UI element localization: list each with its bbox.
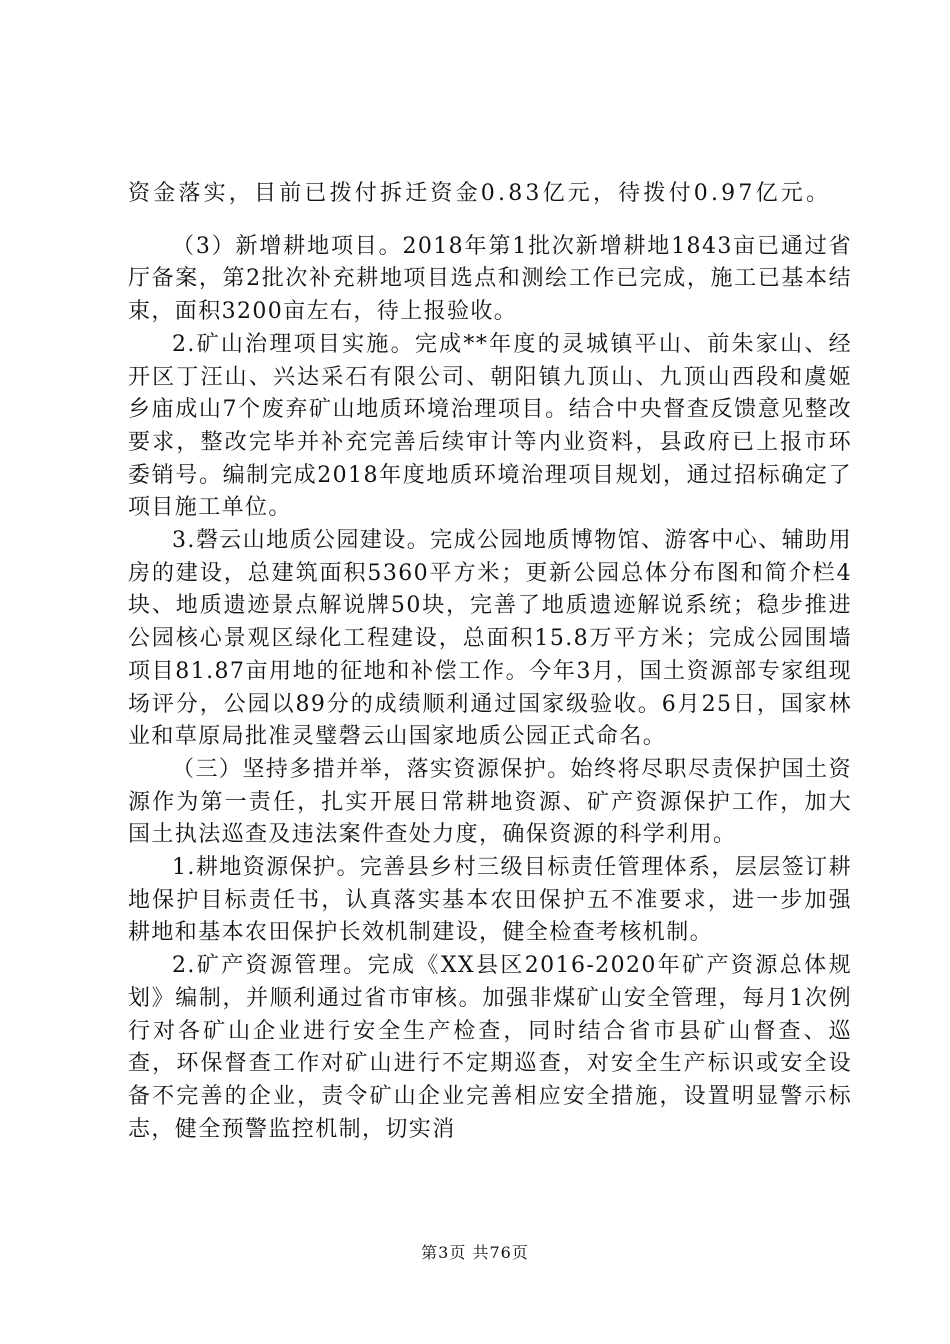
paragraph: 3.磬云山地质公园建设。完成公园地质博物馆、游客中心、辅助用房的建设，总建筑面积5360平方米；更新公园总体分布图和简介栏4块、地质遗迹景点解说牌50块，完善了地质遗迹解说系统；稳步推进公园核心景观区绿化工程建设，总面积15.8万平方米；完成公园围墙项目81.87亩用地的征地和补偿工作。今年3月，国土资源部专家组现场评分，公园以89分的成绩顺利通过国家级验收。6月25日，国家林业和草原局批准灵璧磬云山国家地质公园正式命名。 — [128, 528, 852, 750]
paragraph: 1.耕地资源保护。完善县乡村三级目标责任管理体系，层层签订耕地保护目标责任书，认真落实基本农田保护五不准要求，进一步加强耕地和基本农田保护长效机制建设，健全检查考核机制。 — [128, 855, 852, 946]
document-body — [128, 178, 852, 1146]
paragraph: 2.矿山治理项目实施。完成**年度的灵城镇平山、前朱家山、经开区丁汪山、兴达采石有限公司、朝阳镇九顶山、九顶山西段和虞姬乡庙成山7个废弃矿山地质环境治理项目。结合中央督查反馈意见整改要求，整改完毕并补充完善后续审计等内业资料，县政府已上报市环委销号。编制完成2018年度地质环境治理项目规划，通过招标确定了项目施工单位。 — [128, 331, 852, 521]
page-number-footer: 第3页 共76页 — [421, 1243, 529, 1262]
paragraph: （三）坚持多措并举，落实资源保护。始终将尽职尽责保护国土资源作为第一责任，扎实开展日常耕地资源、矿产资源保护工作，加大国土执法巡查及违法案件查处力度，确保资源的科学利用。 — [128, 756, 852, 848]
paragraph-continued — [128, 178, 852, 211]
paragraph: 2.矿产资源管理。完成《XX县区2016-2020年矿产资源总体规划》编制，并顺利通过省市审核。加强非煤矿山安全管理，每月1次例行对各矿山企业进行安全生产检查，同时结合省市县矿山督查、巡查，环保督查工作对矿山进行不定期巡查，对安全生产标识或安全设备不完善的企业，责令矿山企业完善相应安全措施，设置明显警示标志，健全预警监控机制，切实消 — [128, 953, 852, 1142]
paragraph: （3）新增耕地项目。2018年第1批次新增耕地1843亩已通过省厅备案，第2批次补充耕地项目选点和测绘工作已完成，施工已基本结束，面积3200亩左右，待上报验收。 — [128, 233, 852, 325]
paragraph-text: 资金落实，目前已拨付拆迁资金0.83亿元，待拨付0.97亿元。 — [128, 181, 832, 206]
